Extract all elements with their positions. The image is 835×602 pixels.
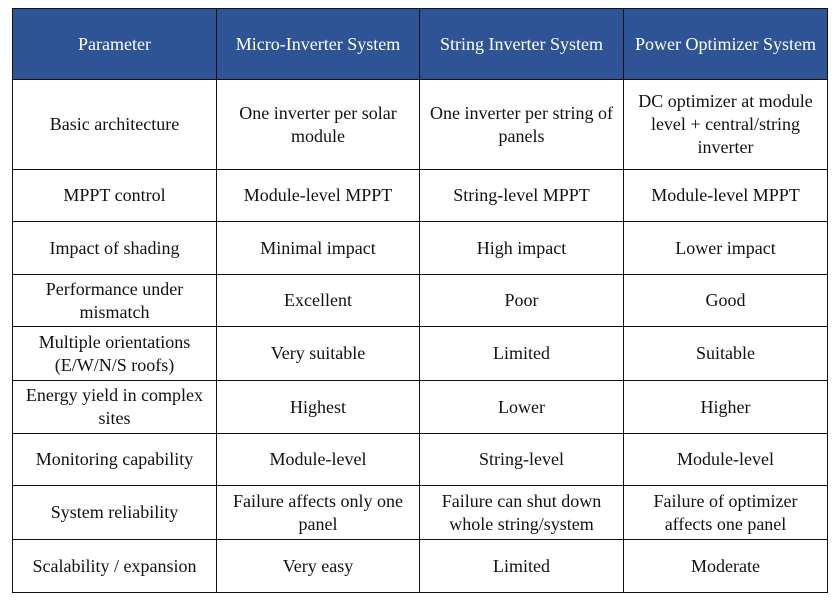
table-row bbox=[13, 275, 828, 327]
parameter-cell: Basic architecture bbox=[13, 80, 217, 170]
string-inverter-cell: Poor bbox=[420, 275, 624, 327]
micro-inverter-cell: One inverter per solar module bbox=[217, 80, 420, 170]
micro-inverter-cell: Module-level MPPT bbox=[217, 170, 420, 222]
power-optimizer-cell: Higher bbox=[624, 381, 828, 434]
table-row bbox=[13, 170, 828, 222]
parameter-cell: Monitoring capability bbox=[13, 434, 217, 486]
parameter-cell: Impact of shading bbox=[13, 222, 217, 275]
string-inverter-cell: High impact bbox=[420, 222, 624, 275]
comparison-table bbox=[12, 8, 828, 593]
power-optimizer-cell: Failure of optimizer affects one panel bbox=[624, 486, 828, 540]
parameter-cell: Scalability / expansion bbox=[13, 540, 217, 593]
table-row bbox=[13, 222, 828, 275]
string-inverter-cell: Limited bbox=[420, 327, 624, 381]
table-row bbox=[13, 486, 828, 540]
string-inverter-cell: Lower bbox=[420, 381, 624, 434]
table-header bbox=[13, 9, 828, 80]
table-row bbox=[13, 540, 828, 593]
power-optimizer-cell: DC optimizer at module level + central/string inverter bbox=[624, 80, 828, 170]
parameter-cell: Energy yield in complex sites bbox=[13, 381, 217, 434]
power-optimizer-cell: Good bbox=[624, 275, 828, 327]
parameter-cell: Performance under mismatch bbox=[13, 275, 217, 327]
header-power-optimizer: Power Optimizer System bbox=[624, 9, 828, 80]
micro-inverter-cell: Failure affects only one panel bbox=[217, 486, 420, 540]
header-string-inverter: String Inverter System bbox=[420, 9, 624, 80]
table-row bbox=[13, 327, 828, 381]
parameter-cell: MPPT control bbox=[13, 170, 217, 222]
micro-inverter-cell: Module-level bbox=[217, 434, 420, 486]
micro-inverter-cell: Very easy bbox=[217, 540, 420, 593]
micro-inverter-cell: Very suitable bbox=[217, 327, 420, 381]
table-body bbox=[13, 80, 828, 593]
power-optimizer-cell: Suitable bbox=[624, 327, 828, 381]
parameter-cell: System reliability bbox=[13, 486, 217, 540]
header-micro-inverter: Micro-Inverter System bbox=[217, 9, 420, 80]
string-inverter-cell: String-level MPPT bbox=[420, 170, 624, 222]
power-optimizer-cell: Lower impact bbox=[624, 222, 828, 275]
power-optimizer-cell: Module-level bbox=[624, 434, 828, 486]
table-row bbox=[13, 80, 828, 170]
string-inverter-cell: Limited bbox=[420, 540, 624, 593]
string-inverter-cell: One inverter per string of panels bbox=[420, 80, 624, 170]
header-row bbox=[13, 9, 828, 80]
string-inverter-cell: Failure can shut down whole string/system bbox=[420, 486, 624, 540]
micro-inverter-cell: Minimal impact bbox=[217, 222, 420, 275]
string-inverter-cell: String-level bbox=[420, 434, 624, 486]
power-optimizer-cell: Module-level MPPT bbox=[624, 170, 828, 222]
table-row bbox=[13, 434, 828, 486]
micro-inverter-cell: Excellent bbox=[217, 275, 420, 327]
parameter-cell: Multiple orientations (E/W/N/S roofs) bbox=[13, 327, 217, 381]
header-parameter: Parameter bbox=[13, 9, 217, 80]
table-row bbox=[13, 381, 828, 434]
micro-inverter-cell: Highest bbox=[217, 381, 420, 434]
power-optimizer-cell: Moderate bbox=[624, 540, 828, 593]
